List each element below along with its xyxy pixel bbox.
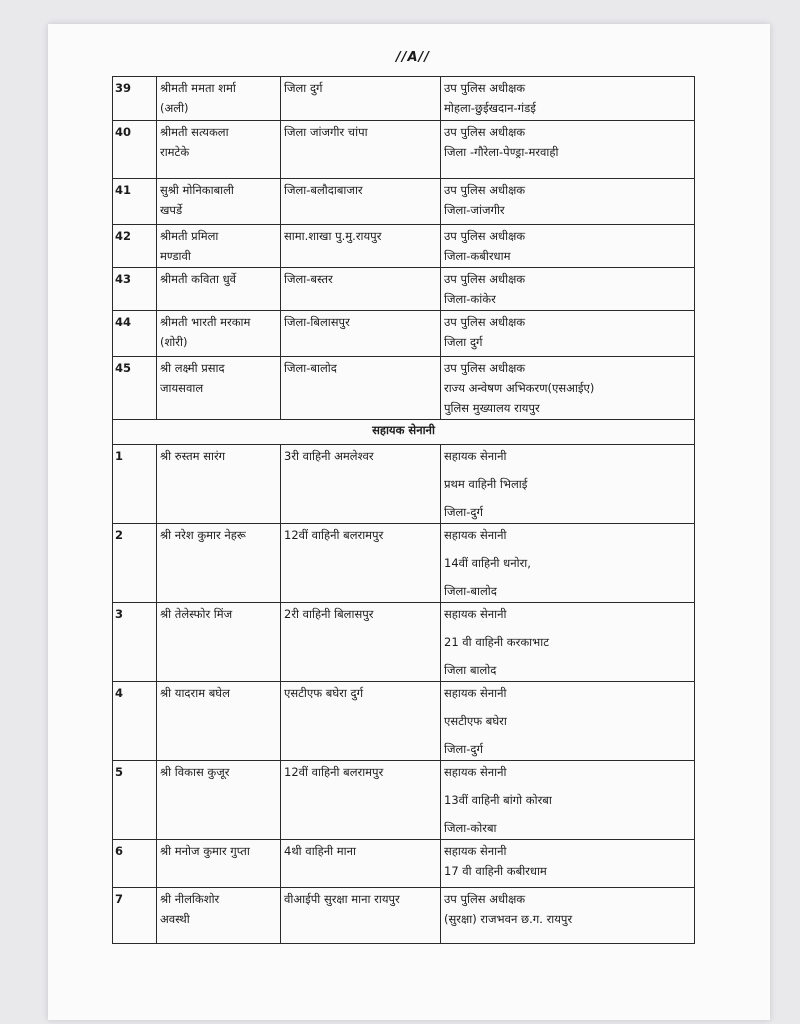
current-posting-line: 12वीं वाहिनी बलरामपुर [284,765,384,779]
new-posting-cell [441,445,695,524]
officer-name-cell [157,888,281,944]
serial-number-cell: 4 [113,682,157,761]
new-posting-line: उप पुलिस अधीक्षक [444,81,526,95]
officer-name-line: जायसवाल [160,381,204,395]
current-posting-cell [281,225,441,268]
new-posting-line: सहायक सेनानी [444,528,507,542]
new-posting-line: उप पुलिस अधीक्षक [444,183,526,197]
table-row [113,225,695,268]
current-posting-cell [281,761,441,840]
officer-name-line: श्री रुस्तम सारंग [160,449,226,463]
new-posting-line: उप पुलिस अधीक्षक [444,272,526,286]
table-row [113,524,695,603]
table-row [113,682,695,761]
officer-name-line: (अली) [160,101,189,115]
new-posting-line: जिला-दुर्ग [444,505,484,519]
new-posting-line: सहायक सेनानी [444,765,507,779]
current-posting-line: 12वीं वाहिनी बलरामपुर [284,528,384,542]
officer-name-line: मण्डावी [160,249,191,263]
current-posting-cell [281,524,441,603]
officer-name-line: श्री तेलेस्फोर मिंज [160,607,233,621]
new-posting-line: 14वीं वाहिनी धनोरा, [444,556,531,570]
current-posting-cell [281,357,441,420]
new-posting-line: 17 वी वाहिनी कबीरधाम [444,864,547,878]
officer-name-line: श्री नीलकिशोर [160,892,220,906]
table-row [113,603,695,682]
officer-name-line: श्री मनोज कुमार गुप्ता [160,844,250,858]
officer-name-line: श्रीमती कविता धुर्वे [160,272,237,286]
serial-number-cell: 7 [113,888,157,944]
serial-number-cell: 45 [113,357,157,420]
new-posting-line: एसटीएफ बघेरा [444,714,507,728]
officer-name-cell [157,179,281,225]
new-posting-cell [441,268,695,311]
new-posting-line: जिला-दुर्ग [444,742,484,756]
new-posting-line: 21 वी वाहिनी करकाभाट [444,635,549,649]
officer-name-line: श्रीमती प्रमिला [160,229,219,243]
current-posting-cell [281,311,441,357]
new-posting-line: सहायक सेनानी [444,686,507,700]
current-posting-cell [281,179,441,225]
transfer-table [112,76,695,944]
new-posting-line: मोहला-छुईखदान-गंडई [444,101,536,115]
new-posting-line: सहायक सेनानी [444,607,507,621]
new-posting-line: जिला-कांकेर [444,292,496,306]
table-row [113,357,695,420]
officer-name-cell [157,121,281,179]
new-posting-line: सहायक सेनानी [444,844,507,858]
current-posting-line: 4थी वाहिनी माना [284,844,356,858]
serial-number-cell: 1 [113,445,157,524]
current-posting-line: जिला जांजगीर चांपा [284,125,368,139]
officer-name-cell [157,225,281,268]
new-posting-line: उप पुलिस अधीक्षक [444,229,526,243]
new-posting-line: उप पुलिस अधीक्षक [444,315,526,329]
current-posting-line: जिला-बिलासपुर [284,315,350,329]
new-posting-line: (सुरक्षा) राजभवन छ.ग. रायपुर [444,912,573,926]
new-posting-cell [441,888,695,944]
serial-number-cell: 44 [113,311,157,357]
current-posting-cell [281,445,441,524]
current-posting-cell [281,603,441,682]
new-posting-cell [441,603,695,682]
new-posting-cell [441,840,695,888]
serial-number-cell: 40 [113,121,157,179]
current-posting-cell [281,268,441,311]
table-row [113,888,695,944]
new-posting-line: जिला-जांजगीर [444,203,505,217]
current-posting-line: 3री वाहिनी अमलेश्वर [284,449,374,463]
new-posting-line: उप पुलिस अधीक्षक [444,361,526,375]
new-posting-line: 13वीं वाहिनी बांगो कोरबा [444,793,552,807]
section-header-row [113,420,695,445]
officer-name-cell [157,445,281,524]
officer-name-line: श्रीमती ममता शर्मा [160,81,236,95]
officer-name-line: श्री विकास कुजूर [160,765,230,779]
new-posting-cell [441,682,695,761]
table-row [113,77,695,121]
new-posting-cell [441,311,695,357]
new-posting-cell [441,524,695,603]
officer-name-line: श्री नरेश कुमार नेहरू [160,528,246,542]
current-posting-cell [281,840,441,888]
new-posting-line: प्रथम वाहिनी भिलाई [444,477,528,491]
current-posting-line: 2री वाहिनी बिलासपुर [284,607,374,621]
table-row [113,121,695,179]
officer-name-line: सुश्री मोनिकाबाली [160,183,234,197]
serial-number-cell: 41 [113,179,157,225]
current-posting-cell [281,888,441,944]
current-posting-line: सामा.शाखा पु.मु.रायपुर [284,229,382,243]
new-posting-line: जिला बालोद [444,663,497,677]
officer-name-line: श्री यादराम बघेल [160,686,230,700]
current-posting-cell [281,682,441,761]
officer-name-cell [157,761,281,840]
current-posting-line: वीआईपी सुरक्षा माना रायपुर [284,892,400,906]
serial-number-cell: 6 [113,840,157,888]
table-row [113,840,695,888]
officer-name-line: खपर्डे [160,203,183,217]
officer-name-line: (शोरी) [160,335,188,349]
serial-number-cell: 5 [113,761,157,840]
officer-name-line: श्रीमती सत्यकला [160,125,229,139]
current-posting-line: जिला दुर्ग [284,81,323,95]
new-posting-cell [441,225,695,268]
serial-number-cell: 3 [113,603,157,682]
table-row [113,311,695,357]
serial-number-cell: 2 [113,524,157,603]
officer-name-cell [157,682,281,761]
current-posting-line: जिला-बलौदाबाजार [284,183,363,197]
serial-number-cell: 42 [113,225,157,268]
officer-name-line: श्री लक्ष्मी प्रसाद [160,361,225,375]
new-posting-line: जिला -गौरेला-पेण्ड्रा-मरवाही [444,145,559,159]
new-posting-cell [441,761,695,840]
new-posting-cell [441,179,695,225]
table-row [113,268,695,311]
table-row [113,761,695,840]
new-posting-cell [441,357,695,420]
current-posting-line: जिला-बस्तर [284,272,333,286]
table-row [113,445,695,524]
officer-name-line: अवस्थी [160,912,190,926]
current-posting-line: एसटीएफ बघेरा दुर्ग [284,686,364,700]
officer-name-cell [157,311,281,357]
section-title: सहायक सेनानी [113,420,695,445]
new-posting-line: उप पुलिस अधीक्षक [444,892,526,906]
new-posting-line: जिला-कबीरधाम [444,249,511,263]
new-posting-cell [441,121,695,179]
serial-number-cell: 39 [113,77,157,121]
officer-name-cell [157,77,281,121]
officer-name-line: रामटेके [160,145,190,159]
page-marker: //A// [396,50,431,65]
officer-name-cell [157,840,281,888]
current-posting-cell [281,121,441,179]
officer-name-cell [157,357,281,420]
new-posting-line: राज्य अन्वेषण अभिकरण(एसआईए) [444,381,595,395]
officer-name-cell [157,524,281,603]
current-posting-line: जिला-बालोद [284,361,337,375]
table-row [113,179,695,225]
new-posting-line: जिला-कोरबा [444,821,497,835]
new-posting-line: जिला दुर्ग [444,335,483,349]
new-posting-line: सहायक सेनानी [444,449,507,463]
officer-name-line: श्रीमती भारती मरकाम [160,315,251,329]
new-posting-line: उप पुलिस अधीक्षक [444,125,526,139]
officer-name-cell [157,603,281,682]
current-posting-cell [281,77,441,121]
new-posting-line: पुलिस मुख्यालय रायपुर [444,401,540,415]
serial-number-cell: 43 [113,268,157,311]
new-posting-line: जिला-बालोद [444,584,497,598]
new-posting-cell [441,77,695,121]
officer-name-cell [157,268,281,311]
